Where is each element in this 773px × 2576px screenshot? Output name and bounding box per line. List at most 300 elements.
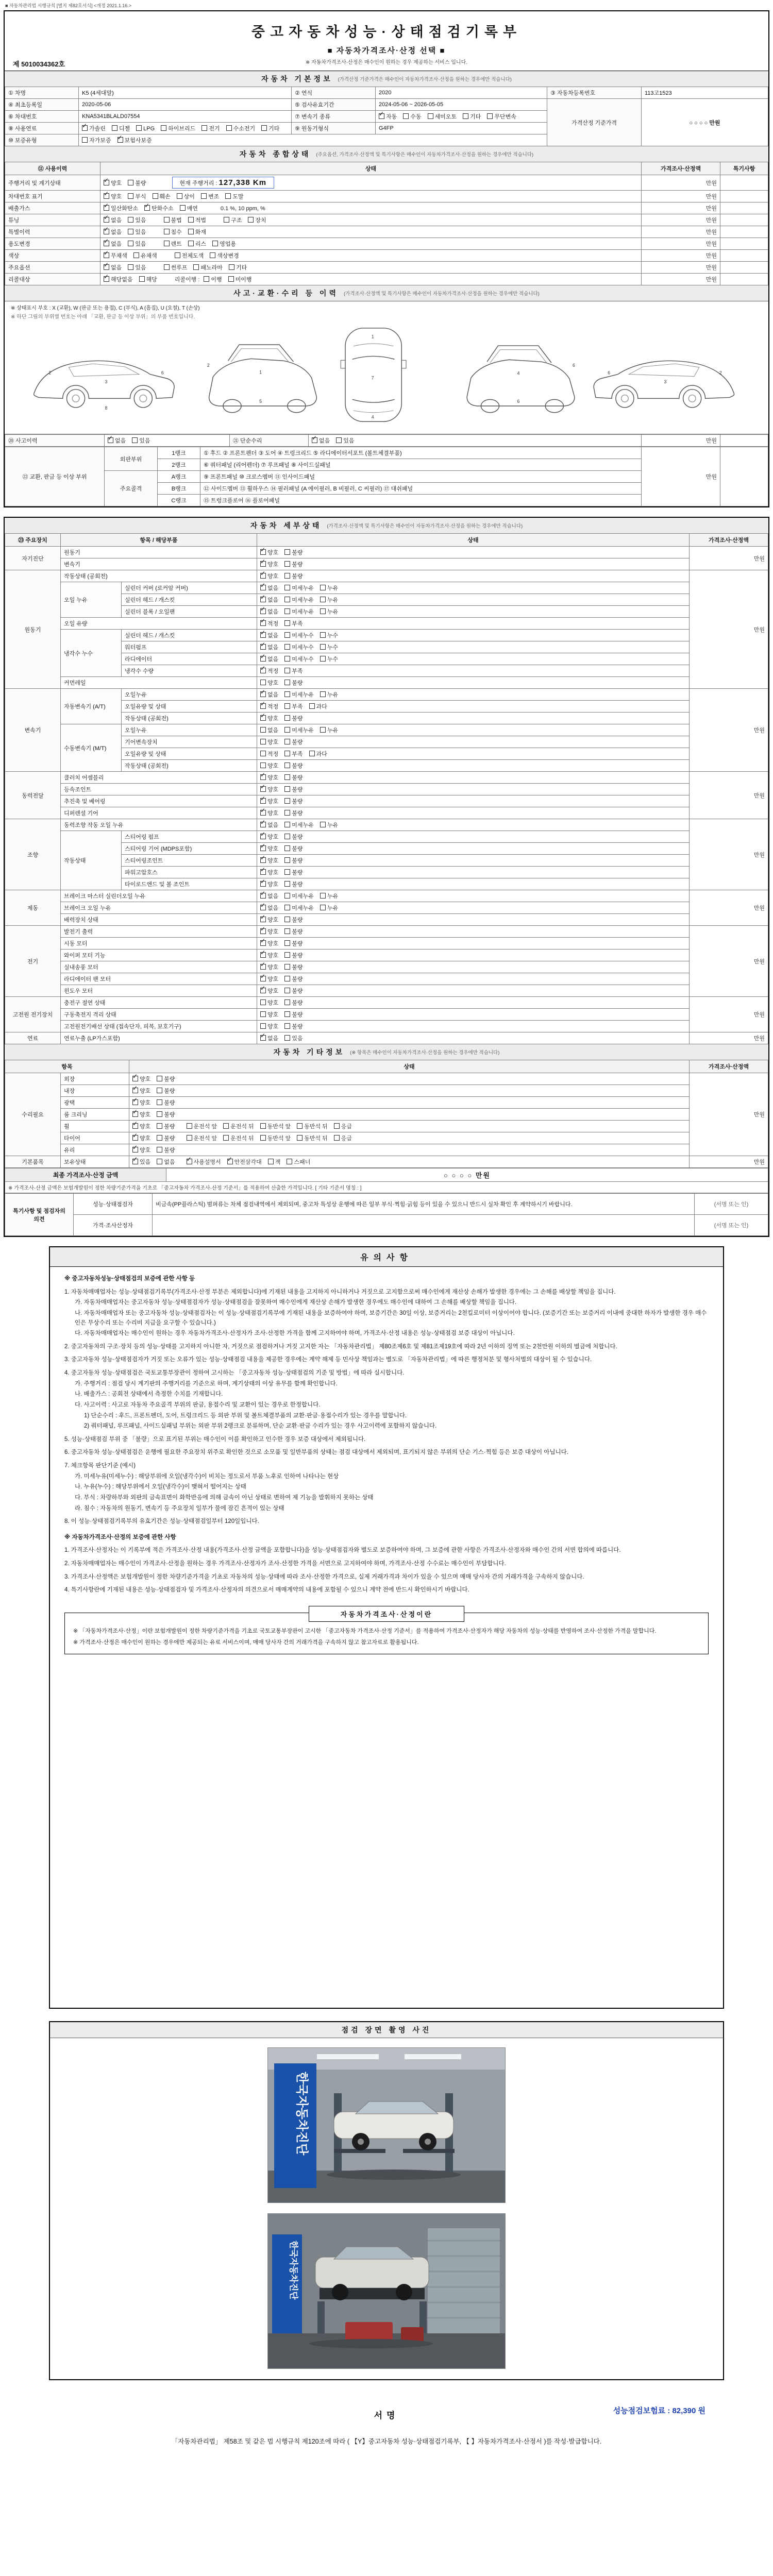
rmk-cell bbox=[720, 202, 768, 214]
st-cell bbox=[257, 867, 690, 878]
checkbox-option: 불량 bbox=[284, 870, 303, 876]
rmk-cell bbox=[720, 175, 768, 191]
st-cell bbox=[100, 175, 642, 191]
checkbox-option: ✓ 양호 bbox=[260, 917, 278, 923]
item-cell: 오일유량 및 상태 bbox=[122, 701, 257, 713]
notice-line: 나. 자동차매매업자 또는 중고자동차 성능·상태점검자는 이 성능·상태점검기록부에 기재된 내용을 보증하여야 하며, 보증기간은 30일 이상, 보증거리는 2천킬로미터 이상이어야 합니다. (보증기간 또는 보증거리 이내에 중대한 하자가 발생한 경우 매수인은 무상수리 또는 수리비 지급을 요구할 수 있습니다.) bbox=[75, 1310, 707, 1326]
checkbox-option: ✓ 없음 bbox=[260, 656, 278, 663]
item-cell: 실린더 커버 (로커암 커버) bbox=[122, 582, 257, 594]
parts-cell: ① 후드 ② 프론트펜더 ③ 도어 ④ 트렁크리드 ⑤ 라디에이터서포트 (볼트체결부품) bbox=[200, 447, 642, 459]
checkbox-option: ✓ 양호 bbox=[104, 194, 122, 200]
label-cell: ⑨ 원동기형식 bbox=[292, 123, 376, 134]
item-cell: 기어변속장치 bbox=[122, 736, 257, 748]
checkbox-option: 양호 bbox=[260, 1000, 278, 1006]
checkbox-option: 불량 bbox=[284, 716, 303, 722]
rmk-cell bbox=[720, 274, 768, 285]
rmk-cell bbox=[720, 250, 768, 262]
notice-line: 다. 사고이력 : 사고로 자동차 주요골격 부위의 판금, 용접수리 및 교환이 있는 경우로 한정합니다. bbox=[75, 1401, 321, 1408]
lbl-cell: 특별이력 bbox=[5, 226, 100, 238]
checkbox-option: ✓ 탄화수소 bbox=[144, 206, 174, 212]
checkbox-group-caption: 리콜이행 : bbox=[174, 277, 200, 283]
item-cell: 클러치 어셈블리 bbox=[61, 772, 257, 784]
price-cell: 만원 bbox=[690, 926, 768, 997]
item-cell: 타이어 bbox=[61, 1132, 129, 1144]
column-header: 상태 bbox=[129, 1060, 690, 1073]
st-cell bbox=[257, 902, 690, 914]
checkbox-option: 무단변속 bbox=[487, 114, 516, 120]
st-cell bbox=[257, 724, 690, 736]
st-cell bbox=[257, 855, 690, 867]
device-cell: 원동기 bbox=[5, 570, 61, 689]
lbl-cell: 색상 bbox=[5, 250, 100, 262]
checkbox-option: ✓ 적정 bbox=[260, 668, 278, 674]
photo-list bbox=[50, 2038, 723, 2369]
notice-line: 가. 자동차매매업자는 중고자동차 성능·상태점검자가 성능·상태점검을 잘못하여 매수인에게 재산상 손해가 발생한 경우에도 매수인에 대하여 그 손해를 배상할 책임을 집니다. bbox=[75, 1299, 517, 1306]
st-cell bbox=[257, 748, 690, 760]
checkbox-option: 불량 bbox=[284, 1000, 303, 1006]
basic-row-1 bbox=[5, 87, 768, 99]
subgroup-cell: 냉각수 누수 bbox=[61, 630, 122, 677]
misc-row bbox=[5, 1097, 768, 1109]
st-cell bbox=[257, 606, 690, 618]
label-cell: ⑥ 차대번호 bbox=[5, 111, 79, 123]
fee-label: 성능점검보험료 : bbox=[613, 2406, 670, 2415]
section-note: (가격산정 기준가격은 매수인이 자동차가격조사·산정을 원하는 경우에만 적습니다) bbox=[338, 77, 512, 82]
checkbox-option: ✓ 없음 bbox=[260, 585, 278, 591]
svg-text:6: 6 bbox=[161, 370, 164, 376]
st-cell bbox=[257, 961, 690, 973]
checkbox-option: 운전석 뒤 bbox=[223, 1124, 254, 1130]
summary-table bbox=[5, 162, 768, 285]
checkbox-option: 양호 bbox=[260, 1012, 278, 1018]
exchange-repair-table bbox=[5, 447, 768, 506]
item-cell: 냉각수 수량 bbox=[122, 665, 257, 677]
svg-text:2: 2 bbox=[48, 370, 52, 376]
checkbox-option: ✓ 양호 bbox=[260, 870, 278, 876]
detail-row bbox=[5, 1032, 768, 1044]
parts-cell: ⑫ 사이드멤버 ⑬ 휠하우스 ⑭ 필러패널 (A 에이필러, B 비필러, C 씨필러) ⑰ 대쉬패널 bbox=[200, 483, 642, 495]
st-cell bbox=[257, 582, 690, 594]
checkbox-option: 불량 bbox=[157, 1112, 175, 1118]
notice-line: ※ 자동차가격조사·산정의 보증에 관한 사항 bbox=[64, 1534, 176, 1540]
parts-cell: ⑮ 트렁크플로어 ⑯ 플로어패널 bbox=[200, 495, 642, 506]
price-basis-note: ※ 가격조사·산정 금액은 보험개발원이 정한 차량기준가격을 기초로 「중고자동차 가격조사·산정 기준서」를 적용하여 산출한 가격입니다. [ 기타 기준서 명칭 : ] bbox=[5, 1182, 768, 1193]
detail-row bbox=[5, 772, 768, 784]
checkbox-option: 미세누유 bbox=[284, 692, 314, 698]
report-subtitle: ■ 자동차가격조사·산정 선택 ■ bbox=[327, 46, 446, 55]
checkbox-option: ✓ 양호 bbox=[260, 834, 278, 840]
notice-line: 1) 단순수리 : 후드, 프론트펜더, 도어, 트렁크리드 등 외판 부위 및 볼트체결부품의 교환·판금·용접수리가 있는 경우를 말합니다. bbox=[84, 1412, 407, 1419]
section-title: 자동차 세부상태 bbox=[250, 521, 322, 530]
item-cell: 연료누출 (LP가스포함) bbox=[61, 1032, 257, 1044]
price-cell: 만원 bbox=[690, 689, 768, 772]
subgroup-cell: 수동변속기 (M/T) bbox=[61, 724, 122, 772]
checkbox-option: ✓ 양호 bbox=[132, 1147, 150, 1154]
notice-line: 7. 체크항목 판단기준 (예시) bbox=[64, 1463, 136, 1469]
device-cell: 제동 bbox=[5, 890, 61, 926]
item-cell: 외장 bbox=[61, 1073, 129, 1085]
sub-options bbox=[187, 1124, 359, 1130]
signature-block bbox=[49, 2393, 724, 2446]
price-cell: 만원 bbox=[690, 1032, 768, 1044]
checkbox-option: 누유 bbox=[320, 692, 338, 698]
checkbox-option: 색상변경 bbox=[210, 253, 239, 259]
lbl-cell: 주행거리 및 계기상태 bbox=[5, 175, 100, 191]
svg-text:3: 3 bbox=[105, 379, 108, 385]
exchange-label-cell: ㉒ 교환, 판금 등 이상 부위 bbox=[5, 447, 105, 506]
svg-text:1: 1 bbox=[371, 334, 374, 340]
checkbox-option: 침수 bbox=[164, 229, 182, 235]
st-cell bbox=[257, 689, 690, 701]
photos-box bbox=[49, 2021, 724, 2380]
rmk-cell bbox=[720, 238, 768, 250]
detail-row bbox=[5, 890, 768, 902]
checkbox-option: 미세누유 bbox=[284, 822, 314, 828]
checkbox-option: 부족 bbox=[284, 704, 303, 710]
notice-line: 가. 주행거리 : 점검 당시 계기판의 주행거리를 기준으로 하며, 계기상태의 이상 유무를 함께 확인합니다. bbox=[75, 1380, 338, 1387]
checkbox-option: ✓ 있음 bbox=[132, 1159, 150, 1165]
checkbox-option: 전체도색 bbox=[175, 253, 204, 259]
checkbox-option: ✓ 양호 bbox=[132, 1100, 150, 1106]
item-cell: 실내송풍 모터 bbox=[61, 961, 257, 973]
checkbox-option: ✓ 양호 bbox=[260, 941, 278, 947]
detail-report-box bbox=[4, 517, 769, 1237]
checkbox-option: 스패너 bbox=[287, 1159, 310, 1165]
checkbox-option: 있음 bbox=[132, 438, 150, 444]
st-cell bbox=[129, 1085, 690, 1097]
column-header: 항목 / 해당부품 bbox=[61, 534, 257, 547]
value-cell: 113고1523 bbox=[642, 87, 768, 99]
label-cell: ④ 최초등록일 bbox=[5, 99, 79, 111]
inspection-insurance-fee bbox=[613, 2405, 705, 2416]
checkbox-option: ✓ 양호 bbox=[260, 929, 278, 935]
final-price-row bbox=[5, 1168, 768, 1182]
notice-line: 다. 부식 : 차량하부와 외판의 금속표면이 화학반응에 의해 금속이 아닌 상태로 변하여 제 기능을 발휘하지 못하는 상태 bbox=[75, 1494, 374, 1501]
label-cell: ② 연식 bbox=[292, 87, 376, 99]
price-basis-row bbox=[5, 1182, 768, 1193]
checkbox-option: 불량 bbox=[284, 858, 303, 864]
checkbox-option: 누유 bbox=[320, 822, 338, 828]
report-title-block bbox=[5, 11, 768, 71]
section-header-summary bbox=[5, 146, 768, 162]
checkbox-option: 양호 bbox=[260, 680, 278, 686]
checkbox-option: 패노라마 bbox=[193, 265, 223, 271]
st-cell bbox=[129, 1144, 690, 1156]
label-cell: ⑦ 변속기 종류 bbox=[292, 111, 376, 123]
checkbox-option: 불량 bbox=[284, 550, 303, 556]
item-cell: 라디에이터 bbox=[122, 653, 257, 665]
st-cell bbox=[257, 784, 690, 795]
checkbox-option: ✓ 없음 bbox=[260, 692, 278, 698]
checkbox-option: 운전석 앞 bbox=[187, 1124, 217, 1130]
detail-row bbox=[5, 677, 768, 689]
item-cell: 라디에이터 팬 모터 bbox=[61, 973, 257, 985]
car-diagram-top bbox=[341, 328, 406, 421]
price-cell: 만원 bbox=[642, 226, 720, 238]
checkbox-option: 동반석 앞 bbox=[260, 1136, 291, 1142]
checkbox-option: ✓ 양호 bbox=[132, 1088, 150, 1094]
final-price-value: ○ ○ ○ ○ 만원 bbox=[166, 1168, 768, 1182]
item-cell: 스티어링 기어 (MDPS포함) bbox=[122, 843, 257, 855]
item-cell: 작동상태 (공회전) bbox=[61, 570, 257, 582]
detail-row bbox=[5, 985, 768, 997]
summary-row bbox=[5, 202, 768, 214]
lbl-cell: 차대번호 표기 bbox=[5, 191, 100, 202]
checkbox-option: 있음 bbox=[336, 438, 354, 444]
checkbox-option: 불량 bbox=[284, 834, 303, 840]
checkbox-option: 부족 bbox=[284, 668, 303, 674]
simple-repair-label: ㉑ 단순수리 bbox=[230, 435, 309, 447]
checkbox-option: ✓ 없음 bbox=[104, 229, 122, 235]
value-cell: K5 (4세대말) bbox=[79, 87, 292, 99]
page-title: 중고자동차성능·상태점검기록부 bbox=[251, 24, 522, 40]
checkbox-option: 없음 bbox=[157, 1159, 175, 1165]
notice-line: 2. 중고자동차의 구조·장치 등의 성능·상태를 고지하지 아니한 자, 거짓으로 점검하거나 거짓 고지한 자는 「자동차관리법」 제80조제6호 및 제81조제19호에 따라 2년 이하의 징역 또는 2천만원 이하의 벌금에 처합니다. bbox=[64, 1343, 617, 1350]
st-cell bbox=[257, 795, 690, 807]
price-cell: 만원 bbox=[690, 890, 768, 926]
item-cell: 오일누유 bbox=[122, 689, 257, 701]
basic-row-2 bbox=[5, 99, 768, 111]
price-definition-lines bbox=[73, 1627, 700, 1648]
checkbox-option: 불량 bbox=[284, 976, 303, 982]
transmission-options-cell bbox=[376, 111, 547, 123]
car-diagram-rear bbox=[467, 346, 575, 413]
checkbox-option: ✓ 양호 bbox=[260, 858, 278, 864]
svg-text:5: 5 bbox=[259, 399, 262, 404]
detail-row bbox=[5, 795, 768, 807]
car-diagram-svg bbox=[9, 324, 764, 427]
checkbox-option: 장치 bbox=[248, 217, 266, 224]
svg-text:6: 6 bbox=[517, 399, 520, 404]
rank-cell: A랭크 bbox=[158, 471, 200, 483]
checkbox-option: 누유 bbox=[320, 609, 338, 615]
item-cell: 보유상태 bbox=[61, 1156, 129, 1168]
svg-text:6: 6 bbox=[608, 370, 611, 376]
section-title: 점검 장면 촬영 사진 bbox=[341, 2026, 432, 2034]
opsign-cell: (서명 또는 인) bbox=[695, 1194, 768, 1215]
final-price-table bbox=[5, 1168, 768, 1193]
detail-row bbox=[5, 819, 768, 831]
checkbox-option: 미세누유 bbox=[284, 905, 314, 911]
device-cell: 고전원 전기장치 bbox=[5, 997, 61, 1032]
checkbox-option: 불량 bbox=[284, 680, 303, 686]
checkbox-option: 불량 bbox=[157, 1076, 175, 1082]
oprole-cell: 가격·조사산정자 bbox=[74, 1215, 153, 1236]
opinion-label-cell: 특기사항 및 점검자의 의견 bbox=[5, 1194, 74, 1236]
checkbox-option: 불량 bbox=[284, 799, 303, 805]
item-cell: 스티어링 펌프 bbox=[122, 831, 257, 843]
st-cell bbox=[257, 736, 690, 748]
checkbox-option: 누유 bbox=[320, 893, 338, 900]
price-cell: 만원 bbox=[690, 772, 768, 819]
checkbox-option: 불량 bbox=[157, 1136, 175, 1142]
lbl-cell: 주요옵션 bbox=[5, 262, 100, 274]
price-cell: 만원 bbox=[642, 238, 720, 250]
checkbox-option: 적정 bbox=[260, 751, 278, 757]
fuel-options-cell bbox=[79, 123, 292, 134]
checkbox-option: 불량 bbox=[284, 953, 303, 959]
checkbox-option: 불량 bbox=[284, 739, 303, 745]
checkbox-option: 매연 bbox=[180, 206, 198, 212]
subgroup-cell: 오일 누유 bbox=[61, 582, 122, 618]
misc-row bbox=[5, 1144, 768, 1156]
st-cell bbox=[257, 641, 690, 653]
value-cell: 2024-05-06 ~ 2026-05-05 bbox=[376, 99, 547, 111]
notice-line: 1. 가격조사·산정자는 이 기록부에 적은 가격조사·산정 내용(가격조사·산정 금액을 포함합니다)을 성능·상태점검자와 별도로 보증하여야 하며, 그 보증에 관한 사항은 가격조사·산정자와 매수인 간의 서면 합의에 따릅니다. bbox=[64, 1547, 621, 1554]
st-cell bbox=[257, 677, 690, 689]
item-cell: 실린더 헤드 / 개스킷 bbox=[122, 630, 257, 641]
checkbox-option: 과다 bbox=[309, 704, 327, 710]
svg-text:7: 7 bbox=[371, 375, 374, 381]
checkbox-option: 렌트 bbox=[164, 241, 182, 247]
item-cell: 작동상태 (공회전) bbox=[122, 713, 257, 724]
label-cell: ⑩ 보증유형 bbox=[5, 134, 79, 146]
price-cell: 만원 bbox=[690, 570, 768, 689]
inspection-photo-1 bbox=[267, 2047, 506, 2203]
fee-value: 82,390 원 bbox=[672, 2406, 705, 2415]
checkbox-option: 리스 bbox=[188, 241, 206, 247]
value-cell: G4FP bbox=[376, 123, 547, 134]
item-cell: 커먼레일 bbox=[61, 677, 257, 689]
st-cell bbox=[257, 1009, 690, 1021]
checkbox-option: 과다 bbox=[309, 751, 327, 757]
st-cell bbox=[100, 238, 642, 250]
summary-row bbox=[5, 238, 768, 250]
st-cell bbox=[257, 772, 690, 784]
detail-row bbox=[5, 1021, 768, 1032]
subgroup-cell: 작동상태 bbox=[61, 831, 122, 890]
checkbox-option: ✓ 양호 bbox=[104, 180, 122, 187]
notice-line: 4. 특기사항란에 기재된 내용은 성능·상태점검자 및 가격조사·산정자의 의견으로서 매매계약의 내용에 포함될 수 있으니 계약 전에 반드시 확인하시기 바랍니다. bbox=[64, 1587, 469, 1594]
lbl-cell: 용도변경 bbox=[5, 238, 100, 250]
rmk-cell bbox=[720, 191, 768, 202]
subgroup-cell: 자동변속기 (A/T) bbox=[61, 689, 122, 724]
notice-line: 8. 이 성능·상태점검기록부의 유효기간은 성능·상태점검일부터 120일입니다. bbox=[64, 1518, 259, 1525]
column-header: 항목 bbox=[5, 1060, 129, 1073]
checkbox-option: ✓ 양호 bbox=[260, 964, 278, 971]
notice-line: 2. 자동차매매업자는 매수인이 가격조사·산정을 원하는 경우 가격조사·산정자가 조사·산정한 가격을 서면으로 고지하여야 하며, 가격조사·산정 수수료는 매수인이 부담합니다. bbox=[64, 1561, 506, 1567]
checkbox-option: ✓ 없음 bbox=[260, 645, 278, 651]
remark-cell bbox=[720, 447, 768, 506]
checkbox-option: 불량 bbox=[157, 1100, 175, 1106]
checkbox-option: 도말 bbox=[225, 194, 243, 200]
checkbox-option: ✓ 없음 bbox=[104, 265, 122, 271]
rank-cell: C랭크 bbox=[158, 495, 200, 506]
checkbox-option: ✓ 양호 bbox=[260, 716, 278, 722]
checkbox-option: 불량 bbox=[284, 562, 303, 568]
device-cell: 동력전달 bbox=[5, 772, 61, 819]
item-cell: 광택 bbox=[61, 1097, 129, 1109]
column-header: 가격조사·산정액 bbox=[690, 534, 768, 547]
detail-row bbox=[5, 1009, 768, 1021]
checkbox-option: 미이행 bbox=[228, 277, 252, 283]
price-box-line: ※ 「자동차가격조사·산정」이란 보험개발원이 정한 차량기준가격을 기초로 국토교통부장관이 고시한 「중고자동차 가격조사·산정 기준서」를 적용하여 가격조사·산정자가 해당 자동차의 성능·상태를 반영하여 조사·산정한 가격을 말합니다. bbox=[73, 1628, 657, 1634]
checkbox-option: 불량 bbox=[284, 988, 303, 994]
accident-history-label: ⑳ 사고이력 bbox=[5, 435, 105, 447]
label-cell: ③ 자동차등록번호 bbox=[547, 87, 642, 99]
checkbox-option: 불량 bbox=[284, 787, 303, 793]
detail-row bbox=[5, 618, 768, 630]
checkbox-option: 수동 bbox=[403, 114, 421, 120]
price-cell: 만원 bbox=[690, 547, 768, 570]
notice-line: 5. 성능·상태점검 부위 중 「불량」으로 표기된 부위는 매수인이 이를 확인하고 인수한 경우 보증 대상에서 제외됩니다. bbox=[64, 1436, 366, 1443]
item-cell: 오일누유 bbox=[122, 724, 257, 736]
checkbox-option: ✓ 양호 bbox=[260, 976, 278, 982]
item-cell: 동력조향 작동 오일 누유 bbox=[61, 819, 257, 831]
checkbox-option: 누수 bbox=[320, 656, 338, 663]
notice-line: 6. 중고자동차 성능·상태점검은 운행에 필요한 주요장치 위주로 확인한 것으로 소모품 및 일반부품의 상태는 점검 대상에서 제외되며, 표기되지 않은 부위의 단순 기스·찍힘 등은 보증 대상이 아닙니다. bbox=[64, 1449, 568, 1456]
st-cell bbox=[129, 1132, 690, 1144]
checkbox-option: 미세누수 bbox=[284, 633, 314, 639]
st-cell bbox=[257, 558, 690, 570]
checkbox-option: ✓ 양호 bbox=[260, 562, 278, 568]
column-header: 특기사항 bbox=[720, 162, 768, 175]
checkbox-option: 썬루프 bbox=[164, 265, 188, 271]
lbl-cell: 배출가스 bbox=[5, 202, 100, 214]
checkbox-option: 동반석 뒤 bbox=[297, 1124, 328, 1130]
item-cell: 브레이크 마스터 실린더오일 누유 bbox=[61, 890, 257, 902]
svg-text:8: 8 bbox=[105, 405, 108, 411]
detail-row bbox=[5, 831, 768, 843]
accident-history-row bbox=[5, 435, 768, 447]
checkbox-option: ✓ 양호 bbox=[132, 1136, 150, 1142]
checkbox-option: 응급 bbox=[334, 1136, 352, 1142]
item-cell: 실린더 헤드 / 개스킷 bbox=[122, 594, 257, 606]
detail-row bbox=[5, 938, 768, 950]
label-cell: ① 차명 bbox=[5, 87, 79, 99]
st-cell bbox=[257, 807, 690, 819]
checkbox-option: 불량 bbox=[157, 1147, 175, 1154]
checkbox-option: 불량 bbox=[128, 180, 146, 187]
accident-history-options bbox=[105, 435, 230, 447]
checkbox-option: 응급 bbox=[334, 1124, 352, 1130]
device-cell: 자기진단 bbox=[5, 547, 61, 570]
price-cell: 만원 bbox=[642, 175, 720, 191]
checkbox-option: 누유 bbox=[320, 597, 338, 603]
checkbox-option: 변조 bbox=[201, 194, 219, 200]
detail-state-table bbox=[5, 533, 768, 1044]
st-cell bbox=[257, 594, 690, 606]
checkbox-option: ✓ 없음 bbox=[260, 609, 278, 615]
checkbox-option: ✓ 양호 bbox=[260, 787, 278, 793]
price-cell: 만원 bbox=[642, 262, 720, 274]
section-title: 자동차 종합상태 bbox=[239, 150, 311, 158]
section-header-detail bbox=[5, 518, 768, 534]
st-cell bbox=[257, 713, 690, 724]
svg-text:6: 6 bbox=[572, 362, 575, 368]
notice-line: 4. 중고자동차 성능·상태점검은 국토교통부장관이 정하여 고시하는 「중고자동차 성능·상태점검의 기준 및 방법」에 따라 실시합니다. bbox=[64, 1370, 405, 1376]
svg-text:2: 2 bbox=[207, 362, 210, 368]
detail-row bbox=[5, 582, 768, 594]
misc-row bbox=[5, 1156, 768, 1168]
detail-row bbox=[5, 689, 768, 701]
notices-title: 유의사항 bbox=[50, 1247, 723, 1267]
st-cell bbox=[129, 1109, 690, 1121]
misc-row bbox=[5, 1085, 768, 1097]
price-box-line: ※ 가격조사·산정은 매수인이 원하는 경우에만 제공되는 유료 서비스이며, 매매 당사자 간의 거래가격을 구속하지 않고 참고자료로 활용됩니다. bbox=[73, 1639, 419, 1646]
checkbox-option: 있음 bbox=[128, 241, 146, 247]
st-cell bbox=[257, 1021, 690, 1032]
checkbox-option: 불량 bbox=[284, 941, 303, 947]
item-cell: 고전원전기배선 상태 (접속단자, 피복, 보호기구) bbox=[61, 1021, 257, 1032]
checkbox-option: 자가보증 bbox=[82, 138, 111, 144]
checkbox-option: ✓ 없음 bbox=[260, 633, 278, 639]
st-cell bbox=[100, 214, 642, 226]
checkbox-option: ✓ 해당없음 bbox=[104, 277, 133, 283]
basic-info-table bbox=[5, 87, 768, 146]
item-cell: 내장 bbox=[61, 1085, 129, 1097]
item-cell: 시동 모터 bbox=[61, 938, 257, 950]
